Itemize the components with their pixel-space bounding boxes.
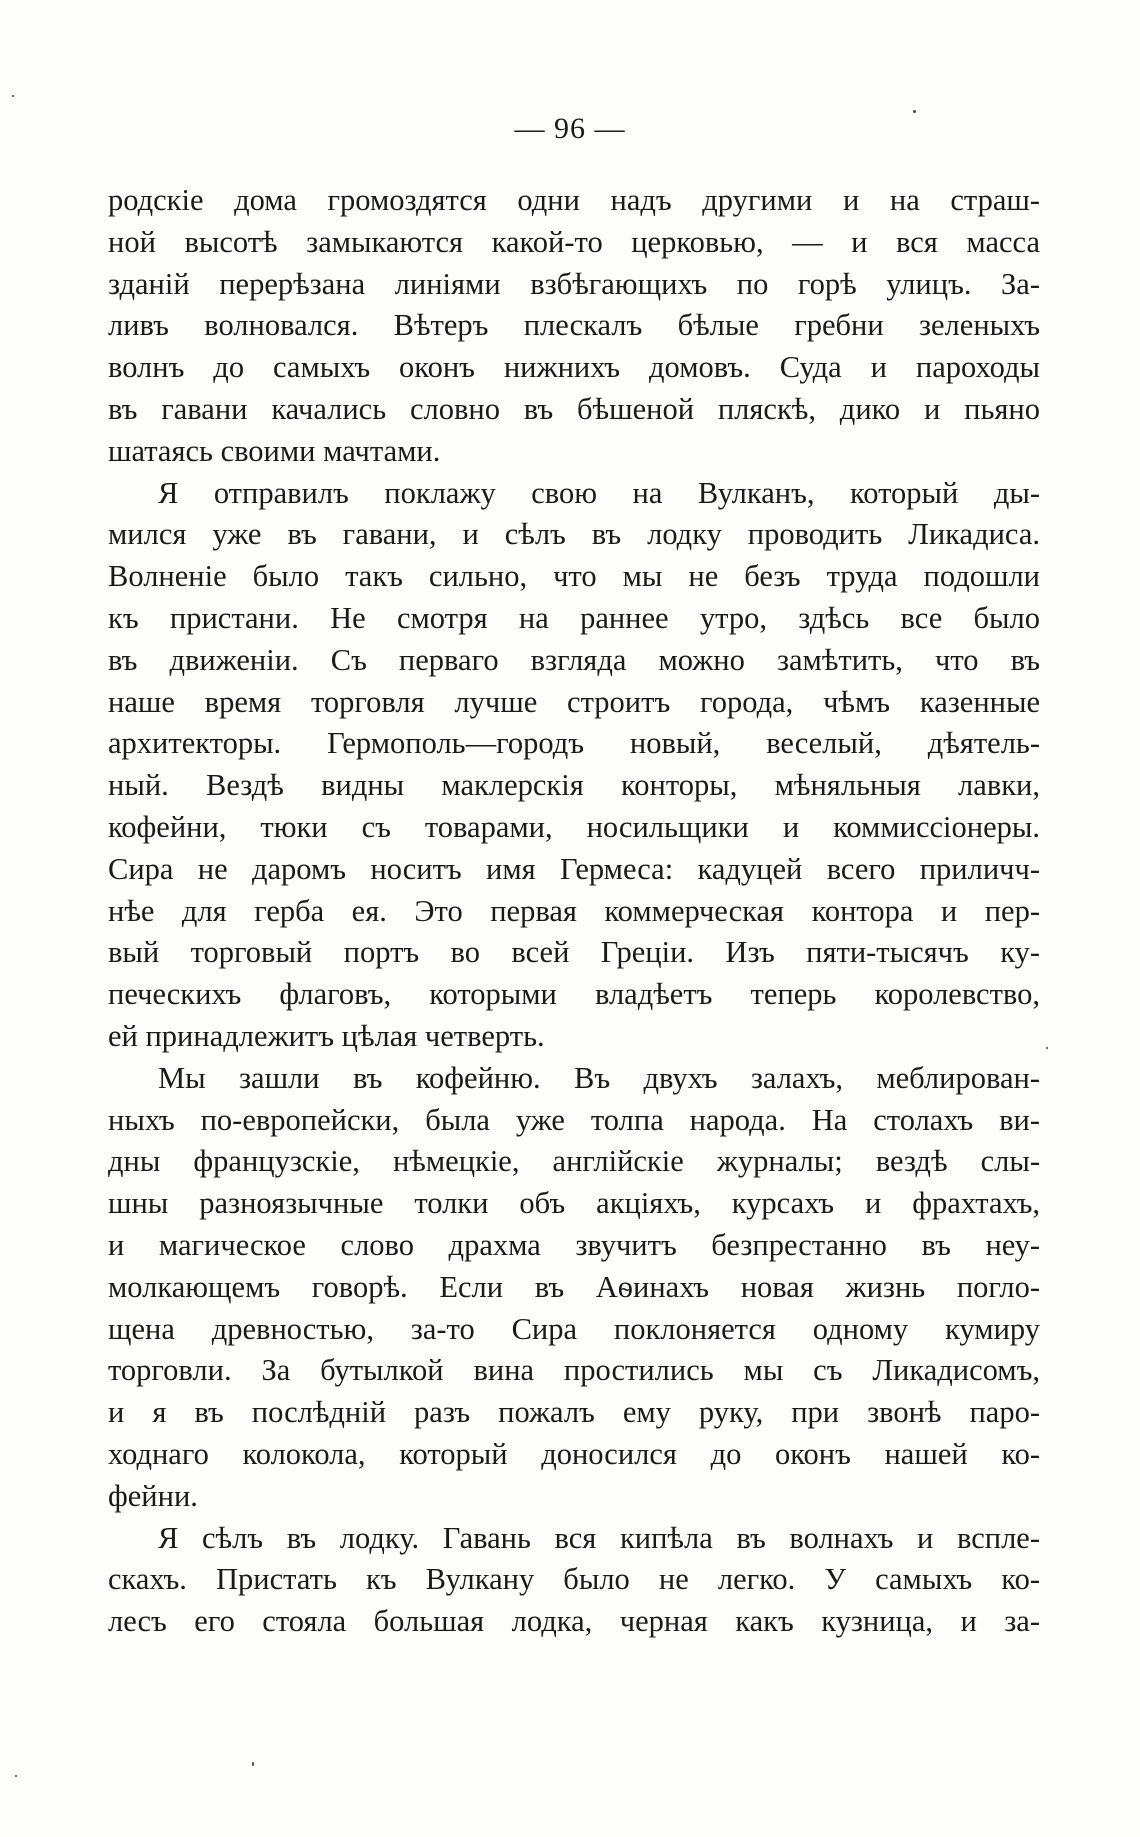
paragraph-1 <box>108 180 1040 473</box>
text-line: молкающемъ говорѣ. Если въ Аѳинахъ новая жизнь погло- <box>108 1269 1040 1304</box>
paragraph-3 <box>108 1058 1040 1518</box>
page-number: — 96 — <box>514 112 626 145</box>
text-line: ходнаго колокола, который доносился до оконъ нашей ко- <box>108 1436 1040 1471</box>
text-line: и я въ послѣдній разъ пожалъ ему руку, при звонѣ паро- <box>108 1395 1040 1430</box>
text-line: волнъ до самыхъ оконъ нижнихъ домовъ. Суда и пароходы <box>108 350 1040 385</box>
text-line: въ гавани качались словно въ бѣшеной пляскѣ, дико и пьяно <box>108 391 1040 426</box>
text-line: Мы зашли въ кофейню. Въ двухъ залахъ, меблирован- <box>158 1060 1040 1095</box>
text-line: къ пристани. Не смотря на раннее утро, здѣсь все было <box>108 600 1040 635</box>
text-line: печескихъ флаговъ, которыми владѣетъ теперь королевство, <box>108 977 1040 1012</box>
text-line: вый торговый портъ во всей Греціи. Изъ пяти-тысячъ ку- <box>108 935 1040 970</box>
text-line: щена древностью, за-то Сира поклоняется одному кумиру <box>108 1311 1040 1346</box>
text-line: шны разноязычные толки объ акціяхъ, курсахъ и фрахтахъ, <box>108 1186 1040 1221</box>
text-line: архитекторы. Гермополь—городъ новый, веселый, дѣятель- <box>108 726 1040 761</box>
text-line: Я сѣлъ въ лодку. Гавань вся кипѣла въ волнахъ и всплe- <box>158 1520 1040 1555</box>
scan-speck <box>252 1762 254 1766</box>
text-line: ливъ волновался. Вѣтеръ плескалъ бѣлые гребни зеленыхъ <box>108 308 1040 343</box>
text-line: родскіе дома громоздятся одни надъ другими и на страш- <box>108 183 1040 217</box>
text-line: Волненіе было такъ сильно, что мы не безъ труда подошли <box>108 559 1040 594</box>
text-line: дны французскіе, нѣмецкіе, англійскіе журналы; вездѣ слы- <box>108 1144 1040 1179</box>
text-line: ной высотѣ замыкаются какой-то церковью, — и вся масса <box>108 224 1040 259</box>
scan-speck <box>15 1775 17 1777</box>
text-line: зданій перерѣзана линіями взбѣгающихъ по горѣ улицъ. За- <box>108 266 1040 301</box>
paragraph-4 <box>108 1518 1040 1643</box>
text-line: Я отправилъ поклажу свою на Вулканъ, который ды- <box>158 475 1040 510</box>
text-line: торговли. За бутылкой вина простились мы съ Ликадисомъ, <box>108 1353 1040 1388</box>
scan-speck <box>12 95 14 97</box>
text-line: и магическое слово драхма звучитъ безпрестанно въ неу- <box>108 1227 1040 1262</box>
text-line: въ движеніи. Съ перваго взгляда можно замѣтить, что въ <box>108 642 1040 677</box>
text-line: наше время торговля лучше строитъ города, чѣмъ казенные <box>108 684 1040 719</box>
text-line: лесъ его стояла большая лодка, черная какъ кузница, и за- <box>108 1604 1040 1639</box>
text-line: кофейни, тюки съ товарами, носильщики и коммиссіонеры. <box>108 809 1040 844</box>
text-line: мился уже въ гавани, и сѣлъ въ лодку проводить Ликадиса. <box>108 517 1040 552</box>
text-line: Сира не даромъ носитъ имя Гермеса: кадуцей всего приличч- <box>108 851 1040 886</box>
scan-speck <box>1046 1047 1048 1049</box>
text-line: ный. Вездѣ видны маклерскія конторы, мѣняльныя лавки, <box>108 768 1040 803</box>
scan-speck <box>913 110 916 113</box>
paragraph-2 <box>108 473 1040 1058</box>
text-line: фейни. <box>108 1478 198 1513</box>
text-line: шатаясь своими мачтами. <box>108 433 441 468</box>
text-line: нѣе для герба ея. Это первая коммерческая контора и пер- <box>108 893 1040 928</box>
text-line: ныхъ по-европейски, была уже толпа народа. На столахъ ви- <box>108 1102 1040 1137</box>
text-line: ей принадлежитъ цѣлая четверть. <box>108 1018 545 1053</box>
body-text <box>108 180 1040 1643</box>
text-line: скахъ. Пристать къ Вулкану было не легко. У самыхъ ко- <box>108 1562 1040 1597</box>
